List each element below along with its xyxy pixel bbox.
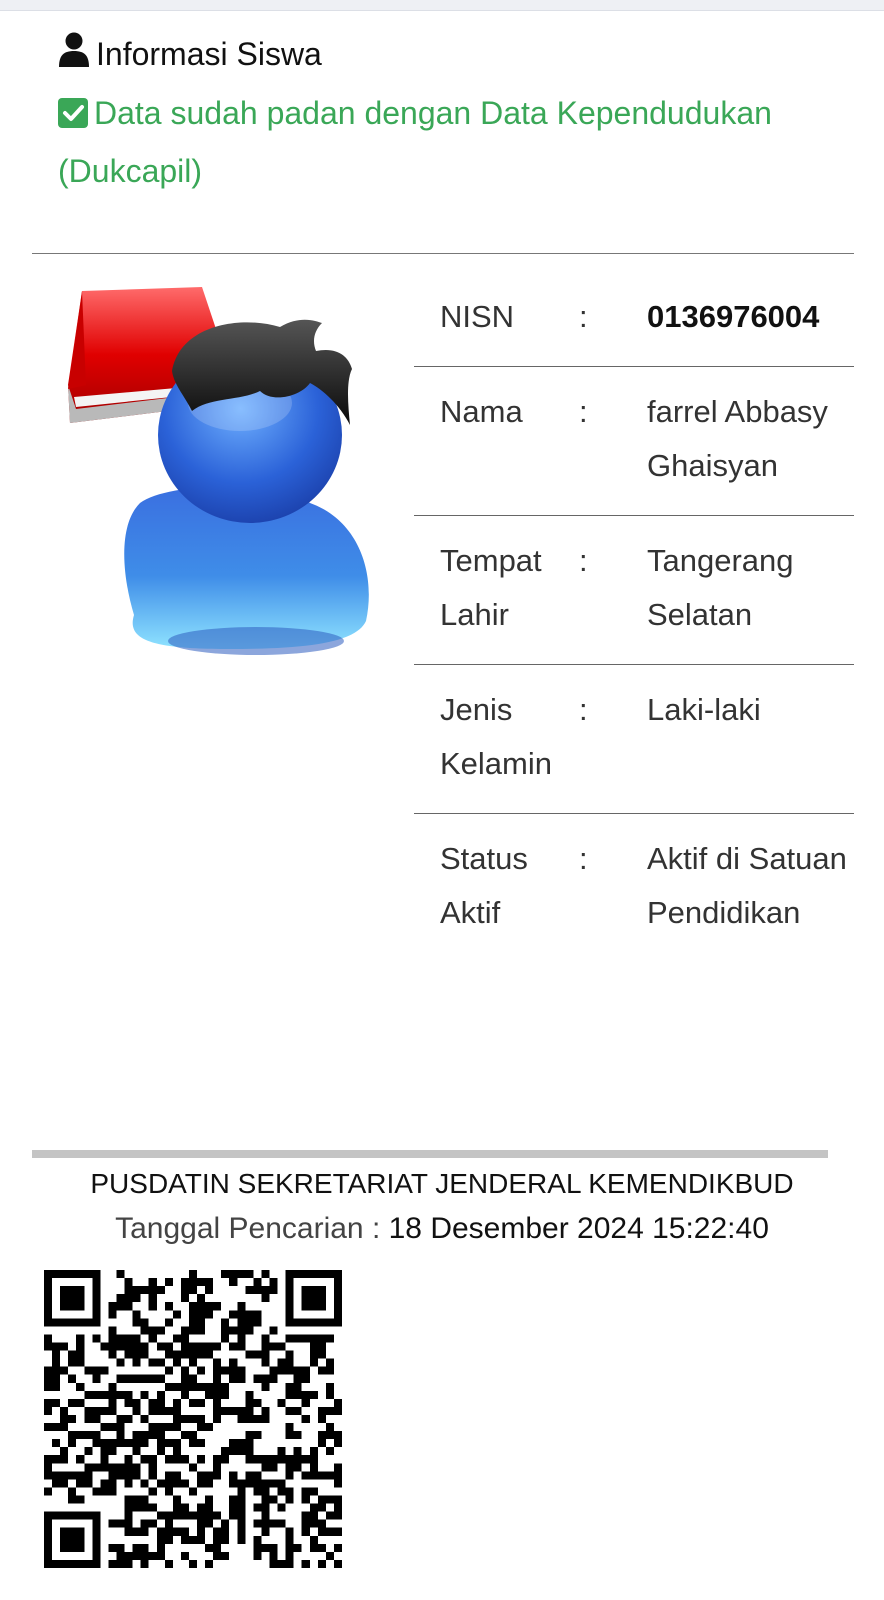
info-separator: :: [579, 841, 588, 876]
info-label: NISN: [440, 299, 515, 334]
info-row-nisn: [414, 272, 854, 367]
info-row-nama: [414, 367, 854, 516]
organization-name: PUSDATIN SEKRETARIAT JENDERAL KEMENDIKBUD: [90, 1168, 794, 1199]
info-value: Tangerang Selatan: [647, 543, 794, 632]
info-row-status-aktif: [414, 814, 854, 962]
info-separator: :: [579, 692, 588, 727]
info-label: Nama: [440, 394, 523, 429]
student-avatar-icon: [60, 285, 390, 665]
info-row-tempat-lahir: [414, 516, 854, 665]
info-separator: :: [579, 394, 588, 429]
check-square-icon: [58, 90, 88, 144]
verification-text: Data sudah padan dengan Data Kependudukan (Dukcapil): [58, 95, 772, 189]
info-value: Laki-laki: [647, 692, 761, 727]
divider: [32, 253, 854, 254]
top-strip: [0, 0, 884, 11]
info-label: Tempat Lahir: [440, 543, 542, 632]
info-value: 0136976004: [647, 299, 820, 334]
info-label: Jenis Kelamin: [440, 692, 552, 781]
footer-divider: [32, 1150, 828, 1158]
search-date: [0, 1212, 884, 1246]
info-separator: :: [579, 299, 588, 334]
verification-status: [58, 86, 838, 198]
section-title: [58, 32, 322, 76]
section-title-text: Informasi Siswa: [96, 35, 322, 72]
info-label: Status Aktif: [440, 841, 528, 930]
info-value: Aktif di Satuan Pendidikan: [647, 841, 847, 930]
student-info-table: [414, 272, 854, 962]
qr-code-icon: [44, 1270, 342, 1568]
info-separator: :: [579, 543, 588, 578]
search-date-label: Tanggal Pencarian :: [115, 1212, 389, 1245]
info-row-jenis-kelamin: [414, 665, 854, 814]
search-date-value: 18 Desember 2024 15:22:40: [388, 1212, 769, 1245]
info-value: farrel Abbasy Ghaisyan: [647, 394, 828, 483]
user-icon: [58, 32, 96, 76]
